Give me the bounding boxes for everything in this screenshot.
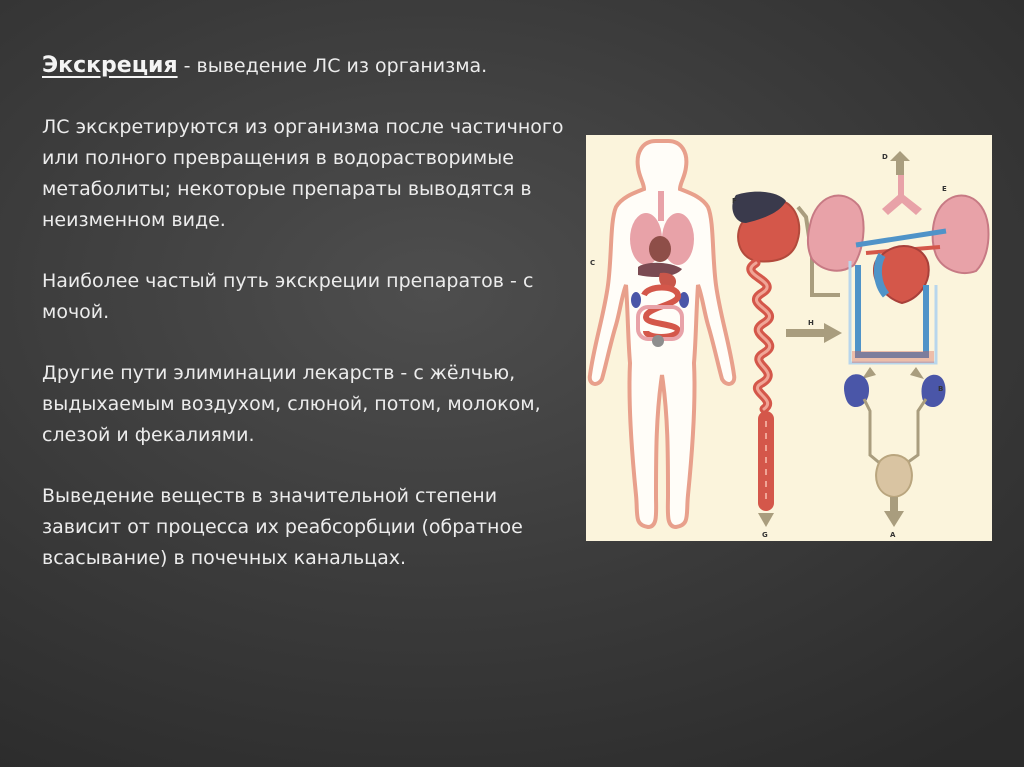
ureter-left: [864, 399, 882, 465]
lung-left-large: [808, 195, 864, 270]
slide-title-rest: - выведение ЛС из организма.: [177, 55, 488, 77]
urethra: [890, 497, 898, 513]
letter-h: H: [808, 319, 814, 327]
letter-a: A: [890, 531, 896, 539]
letter-e: E: [942, 185, 947, 193]
bladder-large: [876, 455, 912, 497]
arrow-kidney-right: [910, 367, 924, 379]
paragraph-reabsorption: Выведение веществ в значительной степени зависит от процесса их реабсорбции (обратное всасывание) в почечных канальцах.: [42, 485, 523, 569]
bronchi: [882, 175, 922, 215]
letter-d: D: [882, 153, 888, 161]
arrow-urine: [884, 511, 904, 527]
letter-c: C: [590, 259, 596, 267]
text-column: [42, 50, 582, 604]
human-body-figure: [590, 141, 735, 527]
ureter-right: [904, 399, 926, 465]
excretion-diagram-svg: [586, 135, 992, 541]
arrow-exhalation: [890, 151, 910, 175]
slide-title-word: Экскреция: [42, 53, 178, 78]
letter-f: F: [732, 197, 737, 205]
trachea: [658, 191, 664, 221]
bladder-small: [652, 335, 664, 347]
paragraph-urine: Наиболее частый путь экскреции препаратов - с мочой.: [42, 270, 534, 323]
left-kidney: [631, 292, 641, 308]
excretion-diagram: [586, 135, 992, 541]
heart: [649, 236, 671, 262]
arrow-feces: [758, 513, 774, 527]
capillary-band: [852, 351, 934, 363]
arrow-h-group: [786, 319, 842, 343]
title-paragraph: [42, 50, 582, 82]
paragraph-metabolites: ЛС экскретируются из организма после частичного или полного превращения в водорастворимые метаболиты; некоторые препараты выводятся в неизменном виде.: [42, 116, 564, 231]
arrow-h-shaft: [786, 329, 826, 337]
paragraph-other-routes: Другие пути элиминации лекарств - с жёлчью, выдыхаемым воздухом, слюной, потом, молоком, слезой и фекалиями.: [42, 362, 541, 446]
letter-b: B: [938, 385, 944, 393]
arrow-h-head: [824, 323, 842, 343]
letter-g: G: [762, 531, 768, 539]
